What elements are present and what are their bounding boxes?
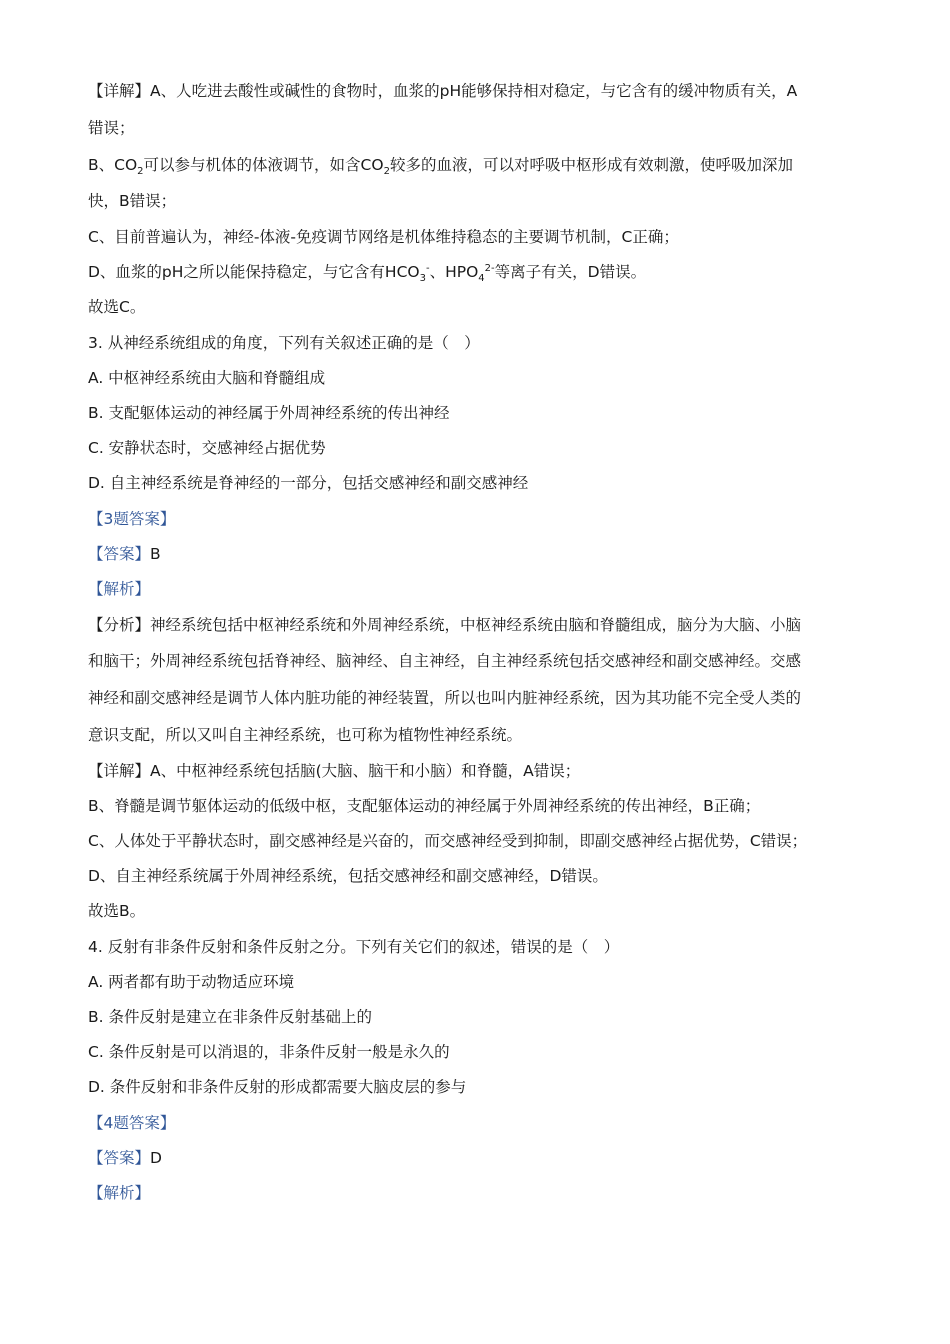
analysis-line: 【分析】神经系统包括中枢神经系统和外周神经系统，中枢神经系统由脑和脊髓组成，脑分为大脑、小脑 [88, 616, 802, 634]
detail-line: C、人体处于平静状态时，副交感神经是兴奋的，而交感神经受到抑制，即副交感神经占据优势，C错误； [88, 832, 808, 850]
explanation-line: B、$CO_2$可以参与机体的体液调节，如含$CO_2$较多的血液，可以对呼吸中枢形成有效刺激，使呼吸加深加 [88, 156, 793, 178]
question-4-stem: 4. 反射有非条件反射和条件反射之分。下列有关它们的叙述，错误的是（ ） [88, 938, 620, 956]
question-4-option-a: A. 两者都有助于动物适应环境 [88, 973, 295, 991]
analysis-line: 神经和副交感神经是调节人体内脏功能的神经装置，所以也叫内脏神经系统，因为其功能不完全受人类的 [88, 689, 802, 707]
question-3-answer-header: 【3题答案】 [88, 510, 176, 528]
question-3-stem: 3. 从神经系统组成的角度，下列有关叙述正确的是（ ） [88, 334, 480, 352]
question-4-option-b: B. 条件反射是建立在非条件反射基础上的 [88, 1008, 372, 1026]
explanation-line: 错误； [88, 119, 135, 137]
question-4-answer [88, 1148, 868, 1168]
detail-line: B、脊髓是调节躯体运动的低级中枢，支配躯体运动的神经属于外周神经系统的传出神经，B正确； [88, 797, 761, 815]
explanation-line: 快，B错误； [88, 192, 177, 210]
question-3-option-d: D. 自主神经系统是脊神经的一部分，包括交感神经和副交感神经 [88, 474, 529, 492]
explanation-line: 【详解】A、人吃进去酸性或碱性的食物时，血浆的pH能够保持相对稳定，与它含有的缓冲物质有关，A [88, 82, 798, 100]
question-4-option-d: D. 条件反射和非条件反射的形成都需要大脑皮层的参与 [88, 1078, 467, 1096]
question-3-analysis-header: 【解析】 [88, 580, 151, 598]
question-4-option-c: C. 条件反射是可以消退的，非条件反射一般是永久的 [88, 1043, 450, 1061]
answer-value: D [150, 1149, 162, 1167]
detail-tag: 【详解】 [88, 762, 151, 780]
question-3-option-c: C. 安静状态时，交感神经占据优势 [88, 439, 326, 457]
analysis-line: 和脑干；外周神经系统包括脊神经、脑神经、自主神经，自主神经系统包括交感神经和副交感神经。交感 [88, 652, 802, 670]
question-4-analysis-header: 【解析】 [88, 1184, 151, 1202]
question-3-option-a: A. 中枢神经系统由大脑和脊髓组成 [88, 369, 326, 387]
explanation-line: D、血浆的pH之所以能保持稳定，与它含有$HCO_3^-$、$HPO_4^{2-}$等离子有关，D错误。 [88, 262, 647, 285]
conclusion-line: 故选C。 [88, 298, 146, 316]
analysis-tag: 【分析】 [88, 616, 151, 634]
question-3-option-b: B. 支配躯体运动的神经属于外周神经系统的传出神经 [88, 404, 450, 422]
question-4-answer-header: 【4题答案】 [88, 1114, 176, 1132]
detail-line: D、自主神经系统属于外周神经系统，包括交感神经和副交感神经，D错误。 [88, 867, 608, 885]
answer-value: B [150, 545, 161, 563]
answer-tag: 【答案】 [88, 1149, 151, 1167]
conclusion-line: 故选B。 [88, 902, 146, 920]
explanation-line: C、目前普遍认为，神经-体液-免疫调节网络是机体维持稳态的主要调节机制，C正确； [88, 228, 679, 246]
detail-tag: 【详解】 [88, 82, 151, 100]
question-3-answer [88, 544, 868, 564]
analysis-line: 意识支配，所以又叫自主神经系统，也可称为植物性神经系统。 [88, 726, 523, 744]
detail-line: 【详解】A、中枢神经系统包括脑(大脑、脑干和小脑）和脊髓，A错误； [88, 762, 581, 780]
answer-tag: 【答案】 [88, 545, 151, 563]
